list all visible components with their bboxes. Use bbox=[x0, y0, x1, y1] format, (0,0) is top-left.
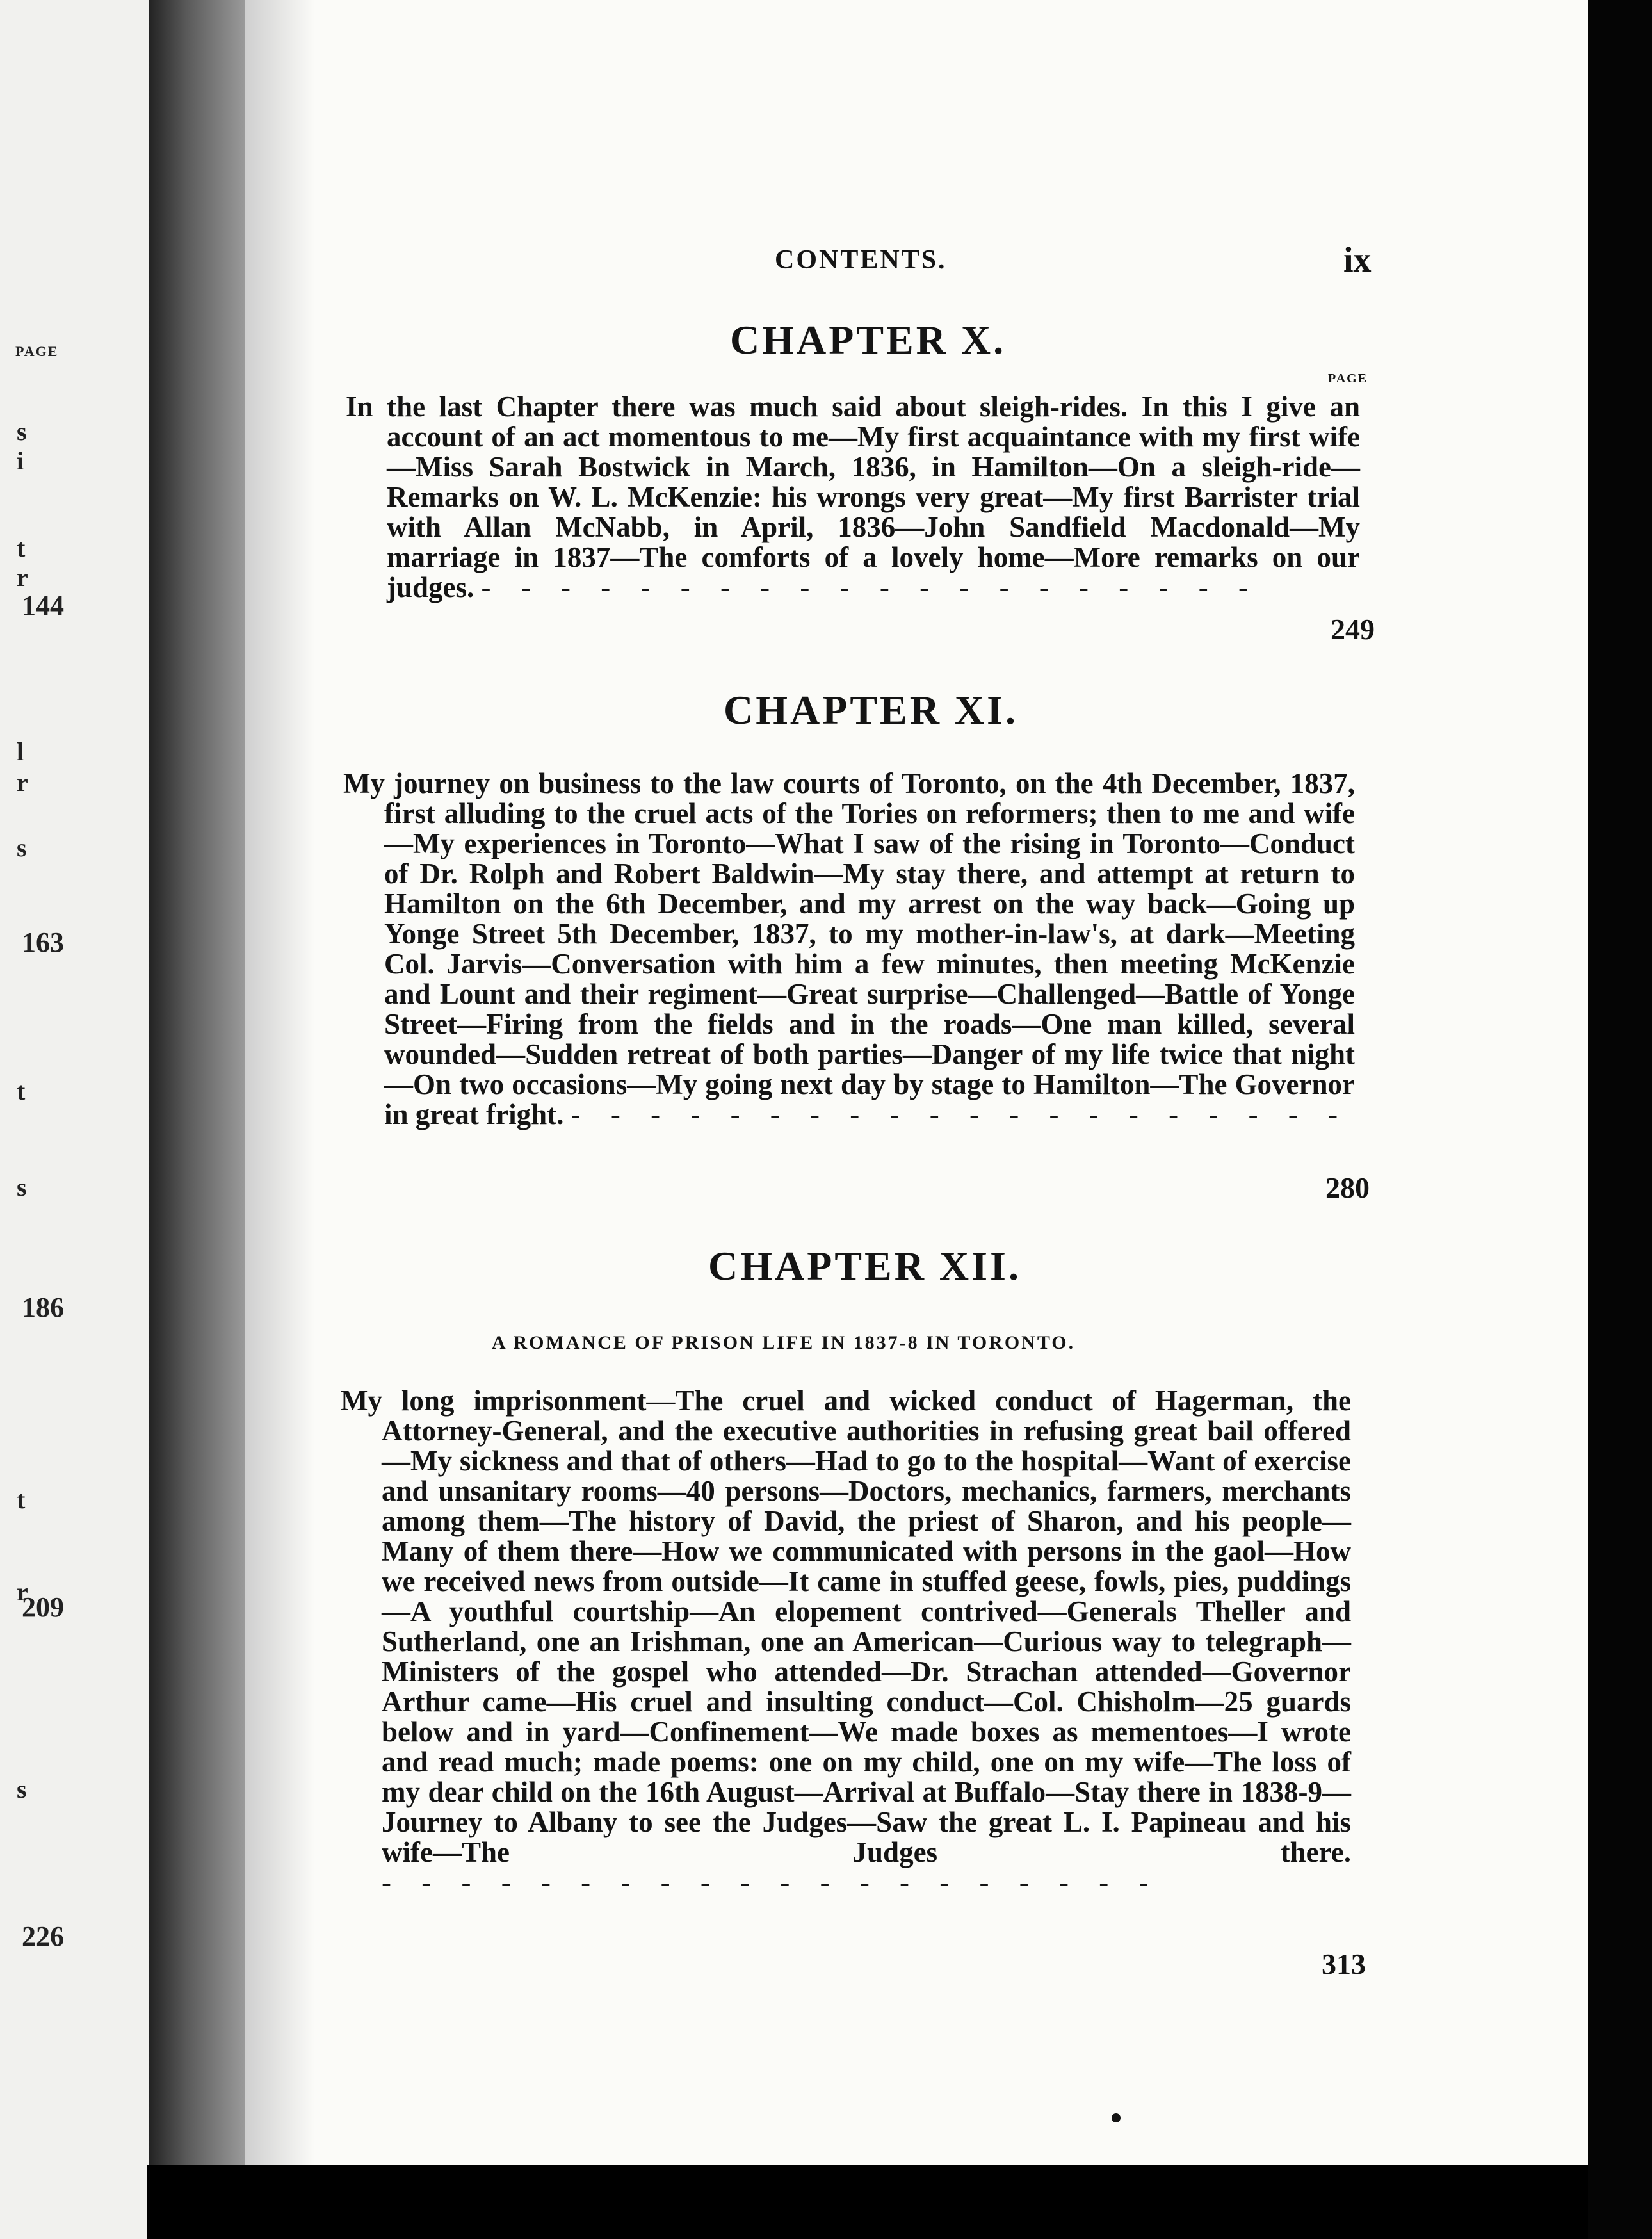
chapter-summary bbox=[341, 1386, 1351, 1898]
previous-page-fragment: r bbox=[17, 1577, 28, 1606]
chapter-page-number: 313 bbox=[1322, 1948, 1366, 1980]
previous-page-number: 144 bbox=[22, 590, 64, 621]
previous-page-fragment: t bbox=[17, 1077, 26, 1105]
chapter-page-number: 249 bbox=[1331, 613, 1375, 646]
printer-mark bbox=[1112, 2113, 1121, 2122]
chapter-heading: CHAPTER XI. bbox=[724, 687, 1019, 733]
previous-page-number: 209 bbox=[22, 1592, 64, 1623]
previous-page-fragment: r bbox=[17, 563, 28, 592]
scan-border-right bbox=[1588, 0, 1652, 2239]
previous-page-fragment: t bbox=[17, 1485, 26, 1514]
previous-page-margin bbox=[0, 0, 149, 2239]
chapter-summary-text: My journey on business to the law courts of Toronto, on the 4th December, 1837, first alluding to the cruel acts of the Tories on reformers; then to me and wife—My experiences in Toronto—What I saw of the rising in Toronto—Conduct of Dr. Rolph and Robert Baldwin—My stay there, and attempt at return to Hamilton on the 6th December, and my arrest on the way back—Going up Yonge Street 5th December, 1837, to my mother-in-law's, at dark—Meeting Col. Jarvis—Conversation with him a few minutes, then meeting McKenzie and Lount and their regiment—Great surprise—Challenged—Battle of Yonge Street—Firing from the fields and in the roads—One man killed, several wounded—Sudden retreat of both parties—Danger of my life twice that night—On two occasions—My going next day by stage to Hamilton—The Governor in great fright. bbox=[343, 767, 1355, 1130]
chapter-summary bbox=[343, 769, 1355, 1130]
previous-page-fragment: s bbox=[17, 417, 27, 446]
chapter-heading: CHAPTER XII. bbox=[708, 1243, 1021, 1289]
previous-page-number: 226 bbox=[22, 1921, 64, 1952]
page-folio: ix bbox=[1343, 240, 1372, 280]
previous-page-fragment: s bbox=[17, 1775, 27, 1803]
previous-page-number: 163 bbox=[22, 927, 64, 958]
previous-page-label: PAGE bbox=[15, 343, 59, 359]
previous-page-fragment: t bbox=[17, 533, 26, 562]
dot-leader: - - - - - - - - - - - - - - - - - - - - bbox=[382, 1866, 1160, 1898]
page-column-label: PAGE bbox=[1328, 371, 1368, 386]
dot-leader: - - - - - - - - - - - - - - - - - - - - bbox=[571, 1098, 1350, 1130]
scan-border-bottom bbox=[147, 2165, 1588, 2239]
chapter-page-number: 280 bbox=[1325, 1171, 1370, 1204]
chapter-heading: CHAPTER X. bbox=[730, 317, 1007, 362]
book-gutter bbox=[149, 0, 245, 2239]
chapter-summary-text: In the last Chapter there was much said about sleigh-rides. In this I give an account of an act momentous to me—My first acquaintance with my first wife—Miss Sarah Bostwick in March, 1836, in Hamilton—On a sleigh-ride—Remarks on W. L. McKenzie: his wrongs very great—My first Barrister trial with Allan McNabb, in April, 1836—John Sandfield Macdonald—My marriage in 1837—The comforts of a lovely home—More remarks on our judges. bbox=[346, 391, 1360, 603]
dot-leader: - - - - - - - - - - - - - - - - - - - - bbox=[481, 571, 1259, 603]
running-head: CONTENTS. bbox=[775, 245, 947, 275]
previous-page-fragment: l bbox=[17, 737, 24, 766]
chapter-subtitle: A ROMANCE OF PRISON LIFE IN 1837-8 IN TORONTO. bbox=[492, 1332, 1076, 1353]
previous-page-fragment: s bbox=[17, 833, 27, 862]
previous-page-fragment: i bbox=[17, 446, 24, 475]
chapter-summary bbox=[346, 392, 1360, 603]
previous-page-fragment: s bbox=[17, 1173, 27, 1201]
chapter-summary-text: My long imprisonment—The cruel and wicked conduct of Hagerman, the Attorney-General, and the executive authorities in refusing great bail offered—My sickness and that of others—Had to go to the hospital—Want of exercise and unsanitary rooms—40 persons—Doctors, mechanics, farmers, merchants among them—The history of David, the priest of Sharon, and his people—Many of them there—How we communicated with persons in the gaol—How we received news from outside—It came in stuffed geese, fowls, pies, puddings—A youthful courtship—An elopement contrived—Generals Theller and Sutherland, one an Irishman, one an American—Curious way to telegraph—Ministers of the gospel who attended—Dr. Strachan attended—Governor Arthur came—His cruel and insulting conduct—Col. Chisholm—25 guards below and in yard—Confinement—We made boxes as mementoes—I wrote and read much; made poems: one on my child, one on my wife—The loss of my dear child on the 16th August—Arrival at Buffalo—Stay there in 1838-9—Journey to Albany to see the Judges—Saw the great L. I. Papineau and his wife—The Judges there. bbox=[341, 1385, 1351, 1868]
previous-page-number: 186 bbox=[22, 1292, 64, 1323]
previous-page-fragment: r bbox=[17, 768, 28, 797]
